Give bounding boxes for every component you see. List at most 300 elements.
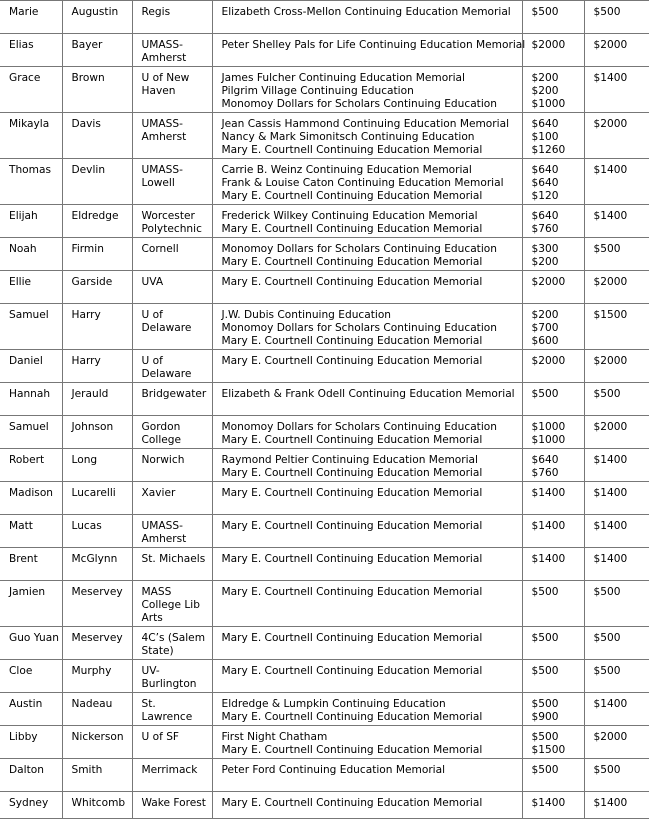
- amount-cell: [522, 1, 584, 34]
- last-name-cell: [62, 416, 132, 449]
- amount-cell-text: $1000: [531, 98, 566, 110]
- first-name-cell-text: Libby: [9, 731, 38, 743]
- total-cell-text: $2000: [593, 118, 628, 130]
- amount-cell: [522, 67, 584, 113]
- last-name-cell-text: Lucarelli: [71, 487, 116, 499]
- school-cell: [132, 159, 212, 205]
- school-cell: [132, 792, 212, 819]
- award-cell: [212, 383, 522, 416]
- school-cell-text: MASS College Lib Arts: [141, 586, 200, 624]
- table-row: [0, 726, 649, 759]
- amount-cell: [522, 693, 584, 726]
- award-cell-text: Mary E. Courtnell Continuing Education Memorial: [221, 586, 483, 598]
- total-cell-text: $1400: [593, 520, 628, 532]
- last-name-cell: [62, 67, 132, 113]
- school-cell-text: Bridgewater: [141, 388, 207, 400]
- award-cell-text: Mary E. Courtnell Continuing Education Memorial: [221, 144, 483, 156]
- first-name-cell: [0, 34, 62, 67]
- award-cell-text: Monomoy Dollars for Scholars Continuing Education: [221, 98, 497, 110]
- school-cell: [132, 660, 212, 693]
- amount-cell-text: $2000: [531, 355, 566, 367]
- award-cell: [212, 350, 522, 383]
- amount-cell-text: $500: [531, 586, 559, 598]
- table-row: [0, 449, 649, 482]
- last-name-cell: [62, 693, 132, 726]
- table-row: [0, 792, 649, 819]
- last-name-cell: [62, 34, 132, 67]
- total-cell-text: $500: [593, 665, 621, 677]
- total-cell: [584, 449, 649, 482]
- table-row: [0, 350, 649, 383]
- award-cell-text: Mary E. Courtnell Continuing Education Memorial: [221, 797, 483, 809]
- award-cell-text: Mary E. Courtnell Continuing Education Memorial: [221, 744, 483, 756]
- last-name-cell: [62, 350, 132, 383]
- award-cell: [212, 548, 522, 581]
- first-name-cell-text: Ellie: [9, 276, 32, 288]
- school-cell: [132, 515, 212, 548]
- award-cell-text: Mary E. Courtnell Continuing Education Memorial: [221, 434, 483, 446]
- last-name-cell: [62, 581, 132, 627]
- school-cell-text: Xavier: [141, 487, 176, 499]
- first-name-cell: [0, 726, 62, 759]
- last-name-cell-text: Davis: [71, 118, 101, 130]
- amount-cell: [522, 113, 584, 159]
- amount-cell-text: $500: [531, 388, 559, 400]
- last-name-cell: [62, 383, 132, 416]
- amount-cell-text: $900: [531, 711, 559, 723]
- table-row: [0, 113, 649, 159]
- total-cell-text: $2000: [593, 39, 628, 51]
- total-cell: [584, 581, 649, 627]
- award-cell-text: Mary E. Courtnell Continuing Education Memorial: [221, 487, 483, 499]
- total-cell-text: $500: [593, 243, 621, 255]
- first-name-cell: [0, 67, 62, 113]
- school-cell: [132, 449, 212, 482]
- last-name-cell-text: Harry: [71, 355, 101, 367]
- award-cell: [212, 238, 522, 271]
- award-cell-text: Mary E. Courtnell Continuing Education Memorial: [221, 467, 483, 479]
- first-name-cell: [0, 449, 62, 482]
- school-cell: [132, 482, 212, 515]
- table-row: [0, 548, 649, 581]
- table-row: [0, 482, 649, 515]
- award-cell: [212, 726, 522, 759]
- award-cell-text: Mary E. Courtnell Continuing Education Memorial: [221, 355, 483, 367]
- school-cell: [132, 1, 212, 34]
- school-cell-text: Merrimack: [141, 764, 198, 776]
- school-cell-text: St. Lawrence: [141, 698, 193, 723]
- total-cell-text: $1400: [593, 553, 628, 565]
- first-name-cell: [0, 416, 62, 449]
- last-name-cell: [62, 726, 132, 759]
- award-cell: [212, 627, 522, 660]
- total-cell-text: $2000: [593, 731, 628, 743]
- last-name-cell: [62, 238, 132, 271]
- total-cell-text: $2000: [593, 421, 628, 433]
- total-cell: [584, 759, 649, 792]
- total-cell-text: $1400: [593, 72, 628, 84]
- amount-cell: [522, 548, 584, 581]
- school-cell-text: Gordon College: [141, 421, 182, 446]
- last-name-cell-text: Nickerson: [71, 731, 124, 743]
- amount-cell-text: $200: [531, 72, 559, 84]
- last-name-cell: [62, 449, 132, 482]
- table-row: [0, 416, 649, 449]
- last-name-cell: [62, 627, 132, 660]
- total-cell: [584, 350, 649, 383]
- amount-cell: [522, 726, 584, 759]
- last-name-cell-text: Bayer: [71, 39, 103, 51]
- total-cell-text: $500: [593, 764, 621, 776]
- amount-cell-text: $500: [531, 698, 559, 710]
- award-cell-text: Mary E. Courtnell Continuing Education Memorial: [221, 553, 483, 565]
- amount-cell: [522, 759, 584, 792]
- total-cell-text: $500: [593, 388, 621, 400]
- last-name-cell: [62, 304, 132, 350]
- last-name-cell: [62, 271, 132, 304]
- amount-cell-text: $640: [531, 454, 559, 466]
- first-name-cell: [0, 238, 62, 271]
- first-name-cell-text: Austin: [9, 698, 43, 710]
- first-name-cell: [0, 271, 62, 304]
- school-cell-text: Cornell: [141, 243, 179, 255]
- table-row: [0, 271, 649, 304]
- school-cell-text: St. Michaels: [141, 553, 206, 565]
- amount-cell: [522, 627, 584, 660]
- first-name-cell-text: Marie: [9, 6, 39, 18]
- amount-cell: [522, 304, 584, 350]
- award-cell-text: Frederick Wilkey Continuing Education Memorial: [221, 210, 478, 222]
- school-cell: [132, 238, 212, 271]
- amount-cell: [522, 449, 584, 482]
- award-cell: [212, 515, 522, 548]
- table-row: [0, 67, 649, 113]
- total-cell: [584, 660, 649, 693]
- award-cell: [212, 581, 522, 627]
- school-cell: [132, 271, 212, 304]
- amount-cell: [522, 792, 584, 819]
- school-cell-text: U of Delaware: [141, 355, 192, 380]
- amount-cell-text: $1400: [531, 797, 566, 809]
- first-name-cell-text: Brent: [9, 553, 38, 565]
- award-cell: [212, 792, 522, 819]
- amount-cell-text: $640: [531, 164, 559, 176]
- amount-cell: [522, 159, 584, 205]
- first-name-cell-text: Elias: [9, 39, 34, 51]
- last-name-cell: [62, 660, 132, 693]
- last-name-cell-text: Augustin: [71, 6, 119, 18]
- school-cell-text: U of New Haven: [141, 72, 190, 97]
- last-name-cell: [62, 759, 132, 792]
- first-name-cell-text: Cloe: [9, 665, 33, 677]
- amount-cell-text: $1260: [531, 144, 566, 156]
- last-name-cell: [62, 159, 132, 205]
- total-cell-text: $1400: [593, 164, 628, 176]
- first-name-cell: [0, 482, 62, 515]
- school-cell: [132, 693, 212, 726]
- amount-cell-text: $700: [531, 322, 559, 334]
- last-name-cell: [62, 792, 132, 819]
- total-cell: [584, 159, 649, 205]
- award-cell-text: Monomoy Dollars for Scholars Continuing Education: [221, 322, 497, 334]
- amount-cell-text: $1400: [531, 487, 566, 499]
- first-name-cell-text: Matt: [9, 520, 33, 532]
- school-cell: [132, 350, 212, 383]
- total-cell: [584, 1, 649, 34]
- last-name-cell: [62, 113, 132, 159]
- first-name-cell-text: Sydney: [9, 797, 49, 809]
- school-cell-text: UMASS-Lowell: [141, 164, 183, 189]
- school-cell: [132, 548, 212, 581]
- table-row: [0, 238, 649, 271]
- total-cell: [584, 726, 649, 759]
- first-name-cell-text: Noah: [9, 243, 37, 255]
- school-cell-text: UVA: [141, 276, 164, 288]
- first-name-cell-text: Samuel: [9, 309, 49, 321]
- amount-cell-text: $500: [531, 665, 559, 677]
- amount-cell: [522, 205, 584, 238]
- last-name-cell: [62, 482, 132, 515]
- first-name-cell: [0, 693, 62, 726]
- school-cell: [132, 304, 212, 350]
- amount-cell-text: $1000: [531, 434, 566, 446]
- table-row: [0, 515, 649, 548]
- award-cell-text: Raymond Peltier Continuing Education Memorial: [221, 454, 478, 466]
- first-name-cell: [0, 159, 62, 205]
- school-cell: [132, 627, 212, 660]
- award-cell-text: Elizabeth Cross-Mellon Continuing Education Memorial: [221, 6, 511, 18]
- first-name-cell-text: Madison: [9, 487, 54, 499]
- first-name-cell: [0, 548, 62, 581]
- last-name-cell-text: Garside: [71, 276, 113, 288]
- amount-cell-text: $200: [531, 309, 559, 321]
- first-name-cell: [0, 350, 62, 383]
- amount-cell: [522, 416, 584, 449]
- last-name-cell: [62, 205, 132, 238]
- school-cell-text: UMASS-Amherst: [141, 520, 187, 545]
- award-cell: [212, 34, 526, 67]
- first-name-cell-text: Hannah: [9, 388, 51, 400]
- award-cell-text: Monomoy Dollars for Scholars Continuing Education: [221, 421, 497, 433]
- award-cell: [212, 67, 522, 113]
- last-name-cell-text: Harry: [71, 309, 101, 321]
- last-name-cell-text: Meservey: [71, 632, 123, 644]
- last-name-cell-text: Jerauld: [71, 388, 109, 400]
- school-cell: [132, 581, 212, 627]
- amount-cell-text: $300: [531, 243, 559, 255]
- total-cell: [584, 792, 649, 819]
- last-name-cell-text: Brown: [71, 72, 105, 84]
- amount-cell-text: $500: [531, 6, 559, 18]
- total-cell-text: $500: [593, 6, 621, 18]
- table-row: [0, 205, 649, 238]
- last-name-cell-text: McGlynn: [71, 553, 118, 565]
- amount-cell-text: $1500: [531, 744, 566, 756]
- award-cell-text: Monomoy Dollars for Scholars Continuing Education: [221, 243, 497, 255]
- award-cell-text: Peter Ford Continuing Education Memorial: [221, 764, 446, 776]
- award-cell: [212, 1, 522, 34]
- school-cell: [132, 416, 212, 449]
- award-cell: [212, 159, 522, 205]
- award-cell-text: Peter Shelley Pals for Life Continuing Education Memorial: [221, 39, 526, 51]
- amount-cell: [522, 581, 584, 627]
- total-cell: [584, 271, 649, 304]
- award-cell-text: Mary E. Courtnell Continuing Education Memorial: [221, 223, 483, 235]
- amount-cell-text: $640: [531, 210, 559, 222]
- school-cell-text: Worcester Polytechnic: [141, 210, 202, 235]
- last-name-cell-text: Devlin: [71, 164, 106, 176]
- first-name-cell-text: Jamien: [9, 586, 46, 598]
- last-name-cell-text: Meservey: [71, 586, 123, 598]
- amount-cell-text: $1400: [531, 553, 566, 565]
- amount-cell: [522, 482, 584, 515]
- last-name-cell-text: Johnson: [71, 421, 114, 433]
- amount-cell-text: $500: [531, 764, 559, 776]
- amount-cell: [522, 34, 584, 67]
- amount-cell-text: $100: [531, 131, 559, 143]
- award-cell-text: Mary E. Courtnell Continuing Education Memorial: [221, 520, 483, 532]
- amount-cell-text: $640: [531, 177, 559, 189]
- amount-cell: [522, 271, 584, 304]
- total-cell: [584, 238, 649, 271]
- school-cell-text: Norwich: [141, 454, 185, 466]
- total-cell-text: $1400: [593, 698, 628, 710]
- award-cell: [212, 304, 522, 350]
- total-cell: [584, 304, 649, 350]
- first-name-cell: [0, 627, 62, 660]
- total-cell: [584, 627, 649, 660]
- amount-cell-text: $640: [531, 118, 559, 130]
- school-cell-text: U of SF: [141, 731, 180, 743]
- table-row: [0, 693, 649, 726]
- award-cell-text: Pilgrim Village Continuing Education: [221, 85, 414, 97]
- school-cell-text: UMASS-Amherst: [141, 39, 187, 64]
- amount-cell-text: $200: [531, 85, 559, 97]
- total-cell: [584, 113, 649, 159]
- total-cell-text: $1400: [593, 454, 628, 466]
- award-cell-text: Nancy & Mark Simonitsch Continuing Education: [221, 131, 475, 143]
- total-cell: [584, 67, 649, 113]
- award-cell: [212, 482, 522, 515]
- award-cell-text: Frank & Louise Caton Continuing Education Memorial: [221, 177, 504, 189]
- award-cell: [212, 416, 522, 449]
- amount-cell-text: $760: [531, 223, 559, 235]
- first-name-cell-text: Mikayla: [9, 118, 50, 130]
- school-cell: [132, 726, 212, 759]
- last-name-cell-text: Long: [71, 454, 98, 466]
- school-cell-text: Wake Forest: [141, 797, 206, 809]
- total-cell-text: $2000: [593, 355, 628, 367]
- award-cell-text: J.W. Dubis Continuing Education: [221, 309, 392, 321]
- award-cell-text: Mary E. Courtnell Continuing Education Memorial: [221, 665, 483, 677]
- amount-cell-text: $200: [531, 256, 559, 268]
- table-row: [0, 759, 649, 792]
- amount-cell-text: $500: [531, 632, 559, 644]
- first-name-cell: [0, 383, 62, 416]
- award-cell: [212, 205, 522, 238]
- school-cell: [132, 67, 212, 113]
- first-name-cell-text: Daniel: [9, 355, 43, 367]
- amount-cell-text: $500: [531, 731, 559, 743]
- last-name-cell-text: Nadeau: [71, 698, 113, 710]
- total-cell-text: $500: [593, 586, 621, 598]
- table-row: [0, 34, 649, 67]
- amount-cell-text: $2000: [531, 39, 566, 51]
- first-name-cell-text: Elijah: [9, 210, 38, 222]
- award-cell: [212, 660, 522, 693]
- last-name-cell: [62, 548, 132, 581]
- award-cell-text: James Fulcher Continuing Education Memorial: [221, 72, 465, 84]
- total-cell-text: $1400: [593, 210, 628, 222]
- last-name-cell: [62, 1, 132, 34]
- first-name-cell-text: Dalton: [9, 764, 44, 776]
- award-cell-text: First Night Chatham: [221, 731, 328, 743]
- first-name-cell: [0, 205, 62, 238]
- last-name-cell-text: Eldredge: [71, 210, 119, 222]
- total-cell: [584, 205, 649, 238]
- total-cell: [584, 34, 649, 67]
- total-cell-text: $500: [593, 632, 621, 644]
- award-cell-text: Mary E. Courtnell Continuing Education Memorial: [221, 256, 483, 268]
- last-name-cell: [62, 515, 132, 548]
- last-name-cell-text: Murphy: [71, 665, 112, 677]
- amount-cell: [522, 383, 584, 416]
- award-cell-text: Eldredge & Lumpkin Continuing Education: [221, 698, 446, 710]
- award-cell: [212, 449, 522, 482]
- first-name-cell: [0, 581, 62, 627]
- table-row: [0, 581, 649, 627]
- table-row: [0, 383, 649, 416]
- total-cell: [584, 548, 649, 581]
- total-cell: [584, 693, 649, 726]
- total-cell-text: $1400: [593, 797, 628, 809]
- award-cell-text: Jean Cassis Hammond Continuing Education Memorial: [221, 118, 510, 130]
- amount-cell: [522, 515, 584, 548]
- table-row: [0, 660, 649, 693]
- total-cell-text: $1500: [593, 309, 628, 321]
- award-cell-text: Elizabeth & Frank Odell Continuing Education Memorial: [221, 388, 515, 400]
- amount-cell-text: $1400: [531, 520, 566, 532]
- first-name-cell-text: Thomas: [9, 164, 51, 176]
- amount-cell-text: $760: [531, 467, 559, 479]
- award-cell-text: Mary E. Courtnell Continuing Education Memorial: [221, 632, 483, 644]
- total-cell-text: $2000: [593, 276, 628, 288]
- total-cell: [584, 416, 649, 449]
- first-name-cell-text: Samuel: [9, 421, 49, 433]
- first-name-cell: [0, 759, 62, 792]
- first-name-cell: [0, 515, 62, 548]
- award-cell-text: Mary E. Courtnell Continuing Education Memorial: [221, 276, 483, 288]
- school-cell: [132, 113, 212, 159]
- award-cell-text: Carrie B. Weinz Continuing Education Memorial: [221, 164, 472, 176]
- amount-cell-text: $2000: [531, 276, 566, 288]
- first-name-cell: [0, 660, 62, 693]
- school-cell-text: Regis: [141, 6, 171, 18]
- first-name-cell-text: Guo Yuan: [9, 632, 59, 644]
- first-name-cell-text: Grace: [9, 72, 41, 84]
- award-cell-text: Mary E. Courtnell Continuing Education Memorial: [221, 190, 483, 202]
- amount-cell: [522, 660, 584, 693]
- school-cell: [132, 759, 212, 792]
- total-cell: [584, 515, 649, 548]
- school-cell-text: UV-Burlington: [141, 665, 197, 690]
- table-row: [0, 159, 649, 205]
- last-name-cell-text: Lucas: [71, 520, 102, 532]
- first-name-cell: [0, 1, 62, 34]
- table-row: [0, 627, 649, 660]
- amount-cell-text: $1000: [531, 421, 566, 433]
- award-cell: [212, 271, 522, 304]
